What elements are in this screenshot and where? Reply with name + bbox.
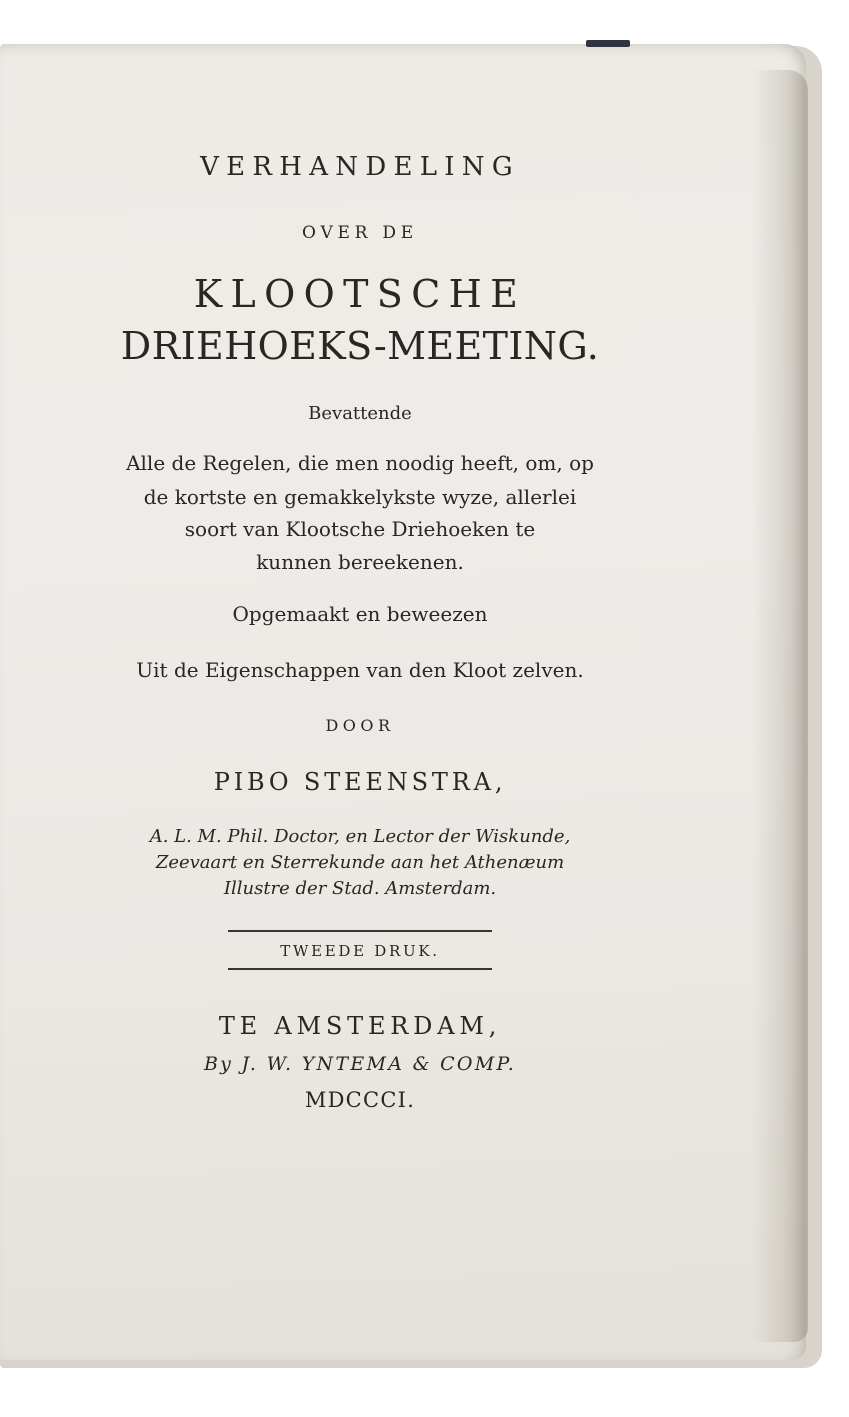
title-line-verhandeling: VERHANDELING — [200, 152, 520, 182]
bevattende-label: Bevattende — [308, 403, 412, 424]
imprint-publisher: By J. W. YNTEMA & COMP. — [203, 1053, 517, 1075]
title-line-klootsche: KLOOTSCHE — [193, 272, 527, 316]
imprint-place: TE AMSTERDAM, — [218, 1012, 502, 1040]
page-edge — [752, 70, 808, 1342]
credentials-line-2: Zeevaart en Sterrekunde aan het Athenæum — [155, 852, 565, 873]
author-name: PIBO STEENSTRA, — [213, 768, 507, 796]
description-line-1: Alle de Regelen, die men noodig heeft, om, op — [126, 451, 594, 475]
title-line-driehoeks-meeting: DRIEHOEKS-MEETING. — [120, 324, 600, 368]
description-line-4: kunnen bereekenen. — [256, 550, 464, 574]
opgemaakt-line: Opgemaakt en beweezen — [232, 602, 488, 626]
imprint-year: MDCCCI. — [304, 1088, 416, 1112]
description-line-2: de kortste en gemakkelykste wyze, allerlei — [143, 485, 577, 509]
credentials-line-3: Illustre der Stad. Amsterdam. — [223, 878, 497, 899]
title-line-over-de: OVER DE — [302, 223, 418, 243]
door-label: DOOR — [325, 716, 395, 735]
edition-rule-top — [228, 930, 492, 932]
title-block — [80, 0, 640, 1417]
description-line-3: soort van Klootsche Driehoeken te — [184, 517, 536, 541]
edition-rule-bottom — [228, 968, 492, 970]
edition-label: TWEEDE DRUK. — [280, 942, 440, 960]
uit-line: Uit de Eigenschappen van den Kloot zelven. — [136, 658, 584, 682]
credentials-line-1: A. L. M. Phil. Doctor, en Lector der Wiskunde, — [149, 826, 571, 847]
